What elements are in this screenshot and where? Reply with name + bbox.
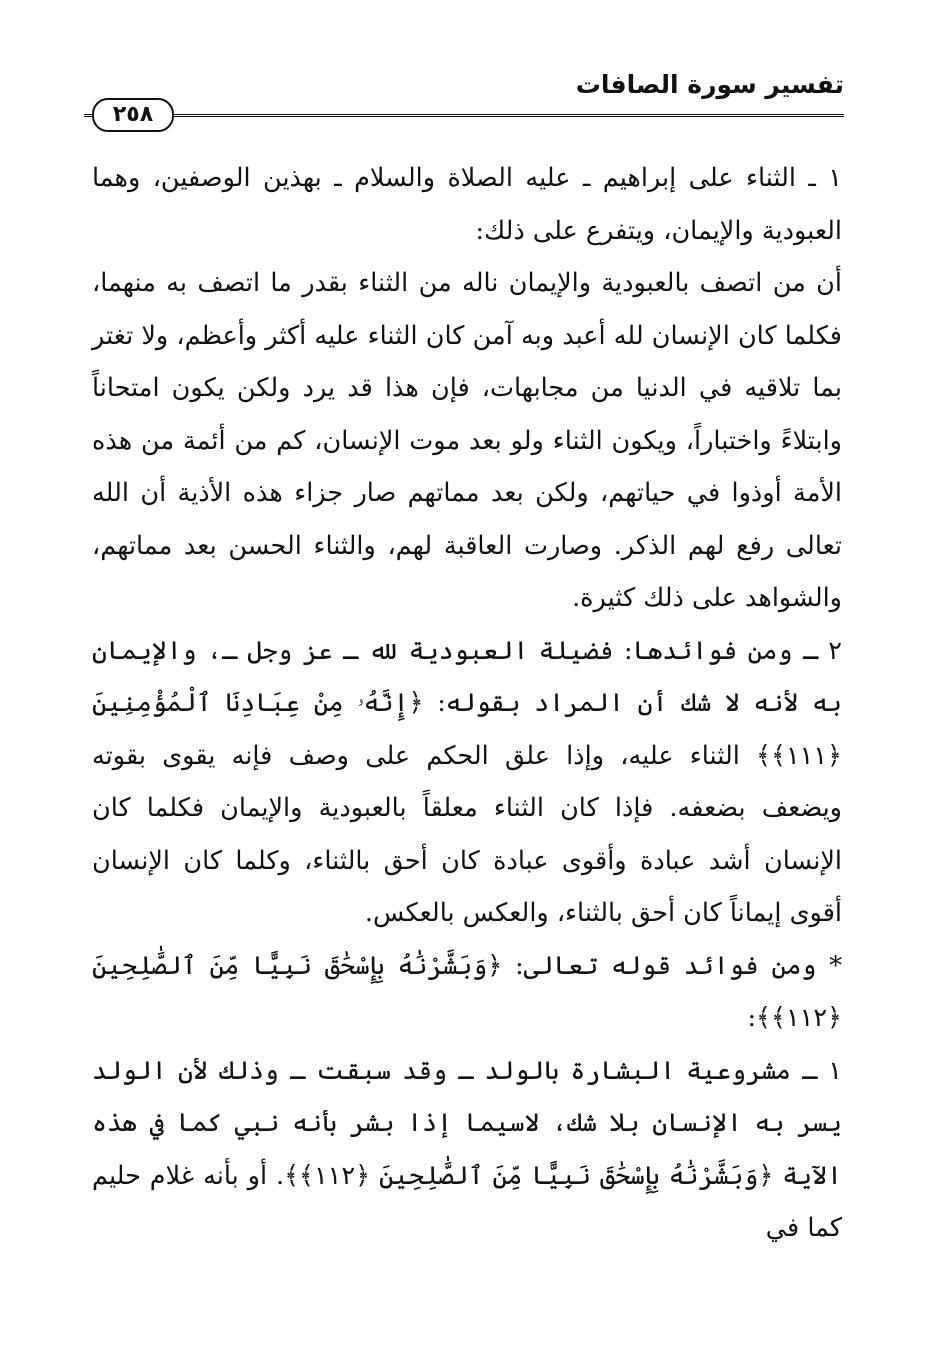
paragraph-point-1: ١ ـ الثناء على إبراهيم ـ عليه الصلاة والسلام ـ بهذين الوصفين، وهما العبودية والإيمان، ويتفرع على ذلك: (92, 163, 842, 246)
paragraph-verse-heading: * ومن فوائد قوله تعالى: ﴿وَبَشَّرْنَٰهُ بِإِسْحَٰقَ نَبِيًّا مِّنَ ٱلصَّٰلِحِينَ ﴿١١٢﴾﴾: (92, 950, 842, 1033)
paragraph-point-1-detail: أن من اتصف بالعبودية والإيمان ناله من الثناء بقدر ما اتصف به منهما، فكلما كان الإنسان لله أعبد وبه آمن كان الثناء عليه أكثر وأعظم، ولا تغتر بما تلاقيه في الدنيا من مجابهات، فإن هذا قد يرد ولكن يكون امتحاناً وابتلاءً واختباراً، ويكون الثناء ولو بعد موت الإنسان، كم من أئمة من هذه الأمة أوذوا في حياتهم، ولكن بعد مماتهم صار جزاء هذه الأذية أن الله تعالى رفع لهم الذكر. وصارت العاقبة لهم، والثناء الحسن بعد مماتهم، والشواهد على ذلك كثيرة. (92, 268, 842, 613)
paragraph-benefit-1: ١ ـ مشروعية البشارة بالولد ـ وقد سبقت ـ وذلك لأن الولد يسر به الإنسان بلا شك، لاسيما إذا بشر بأنه نبي كما في هذه الآية ﴿وَبَشَّرْنَٰهُ بِإِسْحَٰقَ نَبِيًّا مِّنَ ٱلصَّٰلِحِينَ ﴿١١٢﴾﴾. أو بأنه غلام حليم كما في (92, 1055, 843, 1243)
page-number-badge: ٢٥٨ (92, 98, 174, 132)
running-title: تفسير سورة الصافات (575, 70, 844, 99)
page-body (92, 152, 842, 1255)
page-header (84, 70, 844, 130)
paragraph-point-2: ٢ ـ ومن فوائدها: فضيلة العبودية لله ـ عز وجل ـ، والإيمان به لأنه لا شك أن المراد بقوله: ﴿إِنَّهُۥ مِنْ عِبَادِنَا ٱلْمُؤْمِنِينَ ﴿١١١﴾﴾ الثناء عليه، وإذا علق الحكم على وصف فإنه يقوى بقوته ويضعف بضعفه. فإذا كان الثناء معلقاً بالعبودية والإيمان فكلما كان الإنسان أشد عبادة وأقوى عبادة كان أحق بالثناء، وكلما كان الإنسان أقوى إيماناً كان أحق بالثناء، والعكس بالعكس. (92, 635, 842, 928)
header-divider (84, 114, 844, 117)
